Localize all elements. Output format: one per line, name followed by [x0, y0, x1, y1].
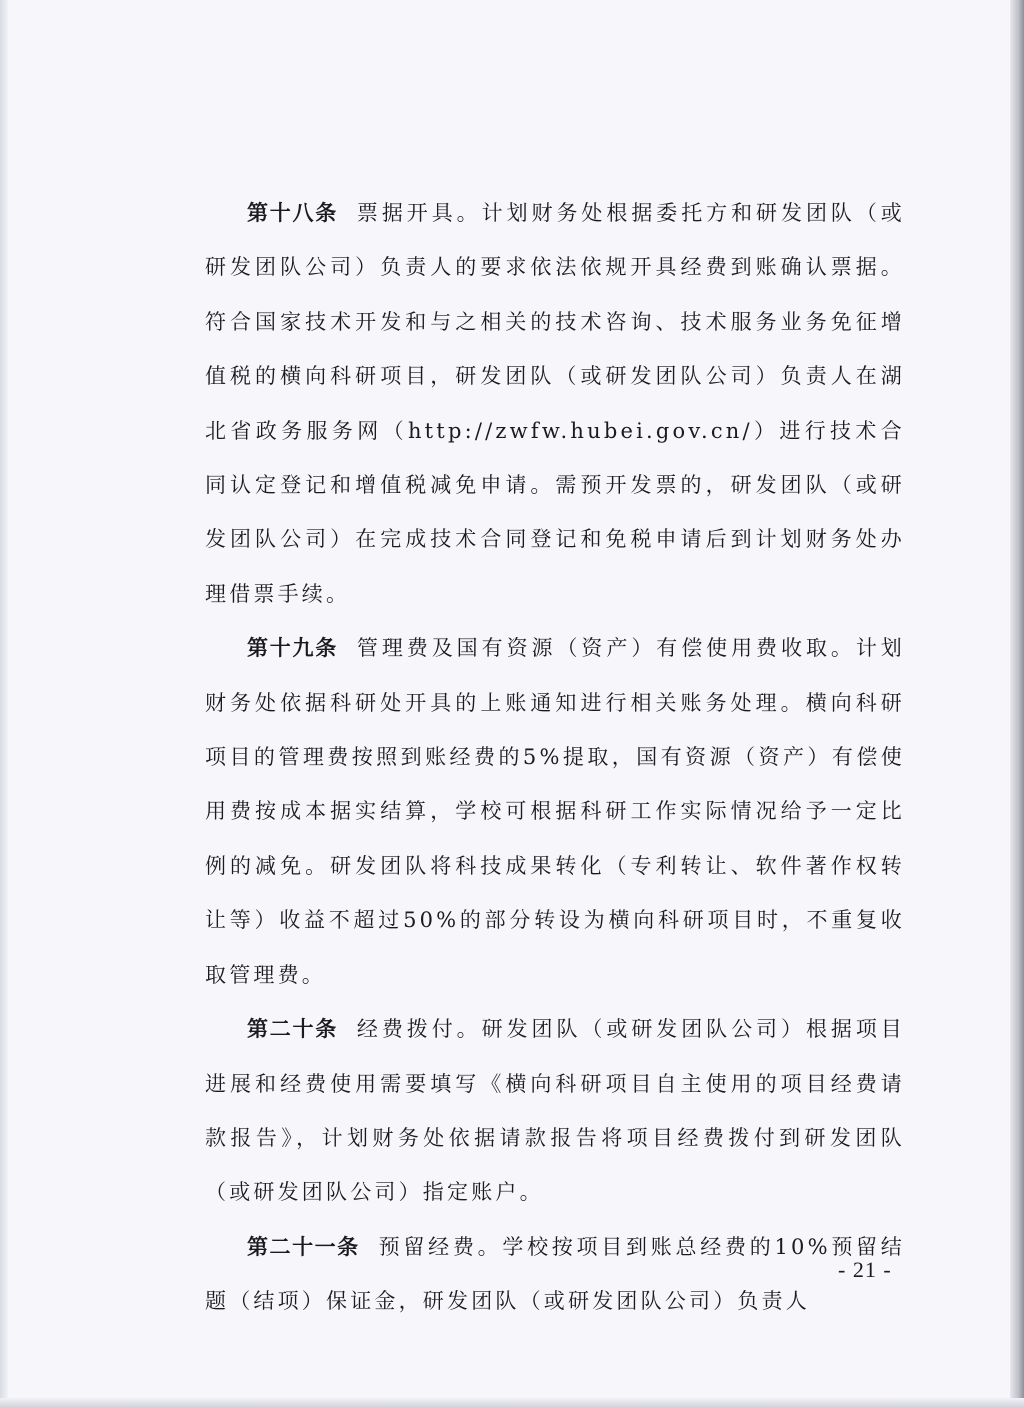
scan-edge-bottom [0, 1398, 1024, 1408]
article-19-heading: 第十九条 [247, 636, 338, 661]
article-19-text: 管理费及国有资源（资产）有偿使用费收取。计划财务处依据科研处开具的上账通知进行相关账务处理。横向科研项目的管理费按照到账经费的5%提取，国有资源（资产）有偿使用费按成本据实结算，学校可根据科研工作实际情况给予一定比例的减免。研发团队将科技成果转化（专利转让、软件著作权转让等）收益不超过50%的部分转设为横向科研项目时，不重复收取管理费。 [205, 636, 905, 987]
article-20-paragraph [205, 1002, 905, 1220]
article-21-heading: 第二十一条 [247, 1234, 360, 1259]
article-20-heading: 第二十条 [247, 1017, 338, 1042]
page-number: - 21 - [838, 1257, 892, 1282]
body-text [205, 186, 905, 1329]
article-21-paragraph [205, 1220, 905, 1329]
scan-edge-right [1010, 0, 1024, 1408]
article-18-text: 票据开具。计划财务处根据委托方和研发团队（或研发团队公司）负责人的要求依法依规开具经费到账确认票据。符合国家技术开发和与之相关的技术咨询、技术服务业务免征增值税的横向科研项目，研发团队（或研发团队公司）负责人在湖北省政务服务网（http://zwfw.hubei.gov.cn/）进行技术合同认定登记和增值税减免申请。需预开发票的，研发团队（或研发团队公司）在完成技术合同登记和免税申请后到计划财务处办理借票手续。 [205, 201, 905, 606]
article-20-text: 经费拨付。研发团队（或研发团队公司）根据项目进展和经费使用需要填写《横向科研项目自主使用的项目经费请款报告》，计划财务处依据请款报告将项目经费拨付到研发团队（或研发团队公司）指定账户。 [205, 1017, 905, 1205]
article-19-paragraph [205, 621, 905, 1002]
article-18-paragraph [205, 186, 905, 621]
article-18-heading: 第十八条 [247, 201, 338, 225]
article-21-text: 预留经费。学校按项目到账总经费的10%预留结题（结项）保证金，研发团队（或研发团队公司）负责人 [205, 1234, 905, 1314]
scan-edge-left [0, 0, 8, 1408]
